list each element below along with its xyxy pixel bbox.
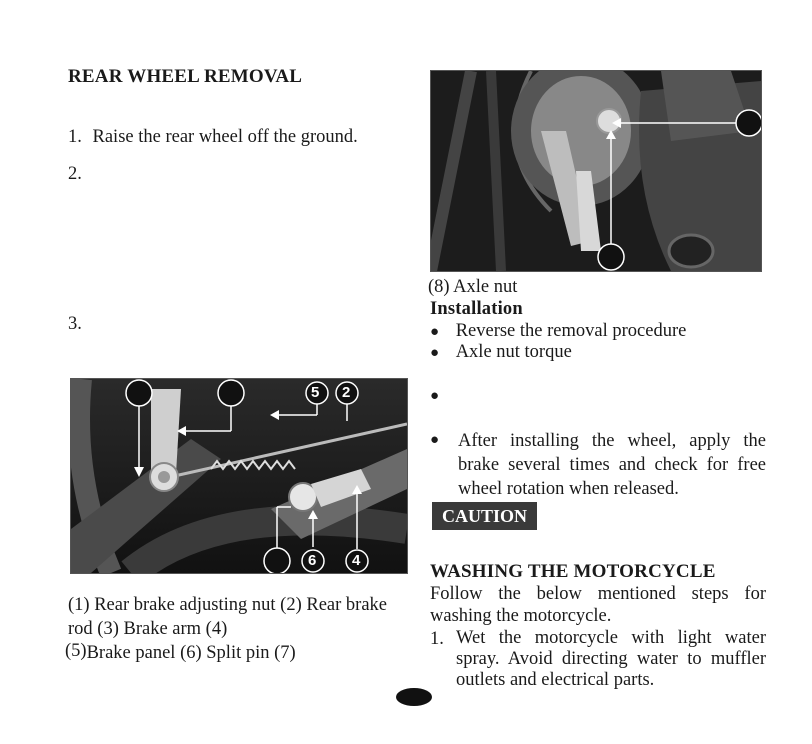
bullet-dot: ● xyxy=(430,388,440,404)
washing-step-line-3: outlets and electrical parts. xyxy=(456,670,655,690)
axle-nut-caption: (8) Axle nut xyxy=(428,277,518,297)
photo-caption xyxy=(65,594,413,664)
caption-line-3: Brake panel (6) Split pin (7) xyxy=(86,643,296,663)
step-text: Raise the rear wheel off the ground. xyxy=(92,127,358,147)
step-number: 2. xyxy=(68,164,82,184)
bullet-line-2: brake several times and check for free xyxy=(458,455,766,475)
axle-nut-photo xyxy=(430,70,762,272)
washing-intro xyxy=(430,583,766,627)
caption-line-1: (1) Rear brake adjusting nut (2) Rear brake xyxy=(68,595,387,615)
washing-step-line-1: Wet the motorcycle with light water xyxy=(456,628,766,648)
washing-step-1 xyxy=(430,628,766,691)
callout-4: 4 xyxy=(352,552,361,569)
washing-intro-line-1: Follow the below mentioned steps for xyxy=(430,584,766,604)
bullet-line-1: After installing the wheel, apply the xyxy=(458,431,766,451)
bullet-text: Axle nut torque xyxy=(455,342,572,362)
washing-step-line-2: spray. Avoid directing water to muffler xyxy=(456,649,766,669)
bullet-dot: ● xyxy=(430,345,440,361)
bullet-line-3: wheel rotation when released. xyxy=(458,479,679,499)
step-number: 3. xyxy=(68,314,82,334)
step-2 xyxy=(68,163,82,185)
installation-bullet-3 xyxy=(430,384,439,407)
brake-assembly-photo xyxy=(70,378,408,574)
installation-title: Installation xyxy=(430,299,523,319)
caption-line-3-wrap xyxy=(65,641,413,664)
caption-prefix: (5) xyxy=(65,641,87,661)
section-title-washing: WASHING THE MOTORCYCLE xyxy=(430,561,716,582)
caption-line-2: rod (3) Brake arm (4) xyxy=(68,619,228,639)
installation-bullet-2 xyxy=(430,341,572,364)
section-title-rear-wheel-removal: REAR WHEEL REMOVAL xyxy=(68,66,303,87)
washing-intro-line-2: washing the motorcycle. xyxy=(430,606,612,626)
step-3 xyxy=(68,313,82,335)
callout-6: 6 xyxy=(308,552,317,569)
page-number-marker xyxy=(396,688,432,706)
step-number: 1. xyxy=(430,629,444,649)
bullet-dot: ● xyxy=(430,432,440,448)
caution-badge: CAUTION xyxy=(432,502,537,530)
bullet-text: Reverse the removal procedure xyxy=(455,321,687,341)
callout-5: 5 xyxy=(311,384,320,401)
step-1 xyxy=(68,126,358,148)
installation-bullet-4 xyxy=(430,429,766,501)
installation-bullet-1 xyxy=(430,320,686,343)
step-number: 1. xyxy=(68,127,82,147)
callout-2: 2 xyxy=(342,384,351,401)
bullet-dot: ● xyxy=(430,324,440,340)
